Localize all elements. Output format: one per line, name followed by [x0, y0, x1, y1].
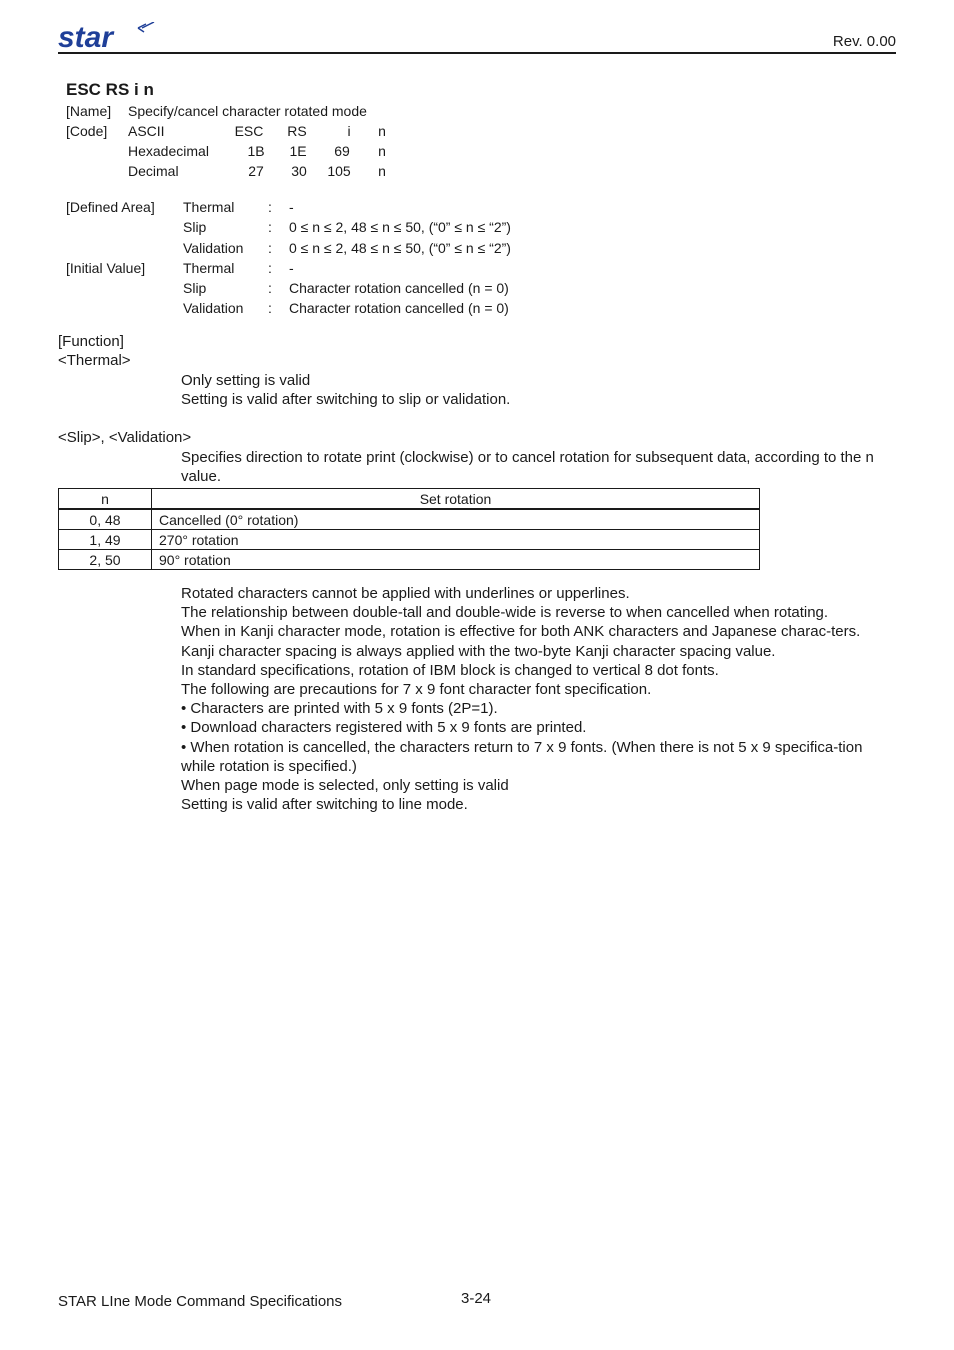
mode-value: -	[289, 260, 294, 276]
note-line: Kanji character spacing is always applied with the two-byte Kanji character spacing value.	[181, 642, 776, 660]
code-label: [Code]	[66, 123, 108, 139]
mode-label: Thermal	[183, 260, 235, 276]
thermal-line: Setting is valid after switching to slip or validation.	[181, 391, 511, 409]
note-line: The relationship between double-tall and double-wide is reverse to when cancelled when rotating.	[181, 604, 829, 622]
rotation-table	[58, 488, 760, 570]
table-header-row	[59, 489, 760, 510]
note-line: When page mode is selected, only setting is valid	[181, 777, 509, 795]
code-value: 69	[334, 143, 350, 159]
function-label: [Function]	[58, 333, 124, 350]
star-logo-icon	[58, 22, 158, 52]
code-value: RS	[287, 123, 307, 139]
note-line: Setting is valid after switching to line mode.	[181, 796, 468, 814]
separator: :	[268, 199, 272, 215]
separator: :	[268, 280, 272, 296]
slip-validation-label: <Slip>, <Validation>	[58, 429, 192, 446]
thermal-description	[181, 371, 886, 409]
mode-value: 0 ≤ n ≤ 2, 48 ≤ n ≤ 50, (“0” ≤ n ≤ “2”)	[289, 240, 511, 256]
note-line: • Characters are printed with 5 x 9 fonts (2P=1).	[181, 700, 498, 718]
header-divider	[58, 52, 896, 54]
thermal-label: <Thermal>	[58, 352, 131, 369]
code-format: Decimal	[128, 163, 179, 179]
note-line: • Download characters registered with 5 x 9 fonts are printed.	[181, 719, 587, 737]
code-value: 1B	[247, 143, 265, 159]
command-title: ESC RS i n	[66, 80, 154, 99]
mode-value: -	[289, 199, 294, 215]
table-header-set-rotation: Set rotation	[152, 489, 760, 510]
code-value: n	[378, 123, 386, 139]
mode-label: Validation	[183, 300, 244, 316]
code-value: 105	[327, 163, 351, 179]
table-cell-rotation: 90° rotation	[152, 550, 760, 570]
note-line: Rotated characters cannot be applied with underlines or upperlines.	[181, 585, 630, 602]
code-value: i	[347, 123, 351, 139]
table-row	[59, 530, 760, 550]
defined-area-label: [Defined Area]	[66, 199, 155, 215]
mode-label: Validation	[183, 240, 244, 256]
star-logo	[58, 22, 158, 54]
mode-label: Thermal	[183, 199, 235, 215]
initial-value-label: [Initial Value]	[66, 260, 146, 276]
thermal-line: Only setting is valid	[181, 372, 311, 389]
separator: :	[268, 219, 272, 235]
separator: :	[268, 300, 272, 316]
note-line: When in Kanji character mode, rotation is effective for both ANK characters and Japanese charac-ters.	[181, 623, 861, 641]
revision-label: Rev. 0.00	[832, 33, 896, 50]
table-cell-rotation: Cancelled (0° rotation)	[152, 509, 760, 530]
table-cell-n: 2, 50	[59, 550, 152, 570]
footer-doc-title: STAR LIne Mode Command Specifications	[58, 1293, 343, 1310]
table-cell-n: 0, 48	[59, 509, 152, 530]
note-line: • When rotation is cancelled, the characters return to 7 x 9 fonts. (When there is not 5 x 9 specifica-tion while rotation is specified.)	[181, 738, 863, 775]
code-value: n	[378, 143, 386, 159]
table-row	[59, 550, 760, 570]
logo-wordmark: star	[58, 22, 114, 52]
function-notes	[181, 584, 886, 814]
table-cell-rotation: 270° rotation	[152, 530, 760, 550]
mode-value: Character rotation cancelled (n = 0)	[289, 300, 509, 316]
code-format: ASCII	[128, 123, 165, 139]
code-value: 30	[291, 163, 307, 179]
code-value: 1E	[289, 143, 307, 159]
footer-page-number: 3-24	[461, 1290, 492, 1307]
code-format: Hexadecimal	[128, 143, 209, 159]
separator: :	[268, 260, 272, 276]
mode-label: Slip	[183, 219, 207, 235]
note-line: The following are precautions for 7 x 9 font character font specification.	[181, 681, 652, 699]
code-value: 27	[248, 163, 264, 179]
name-value: Specify/cancel character rotated mode	[128, 103, 367, 119]
note-line: In standard specifications, rotation of IBM block is changed to vertical 8 dot fonts.	[181, 661, 719, 679]
mode-value: Character rotation cancelled (n = 0)	[289, 280, 509, 296]
name-label: [Name]	[66, 103, 112, 119]
slip-intro: Specifies direction to rotate print (clockwise) or to cancel rotation for subsequent data, according to the n value.	[181, 449, 874, 486]
mode-label: Slip	[183, 280, 207, 296]
table-row	[59, 509, 760, 530]
code-value: n	[378, 163, 386, 179]
code-value: ESC	[234, 123, 264, 139]
table-header-n: n	[59, 489, 152, 510]
mode-value: 0 ≤ n ≤ 2, 48 ≤ n ≤ 50, (“0” ≤ n ≤ “2”)	[289, 219, 511, 235]
table-cell-n: 1, 49	[59, 530, 152, 550]
separator: :	[268, 240, 272, 256]
